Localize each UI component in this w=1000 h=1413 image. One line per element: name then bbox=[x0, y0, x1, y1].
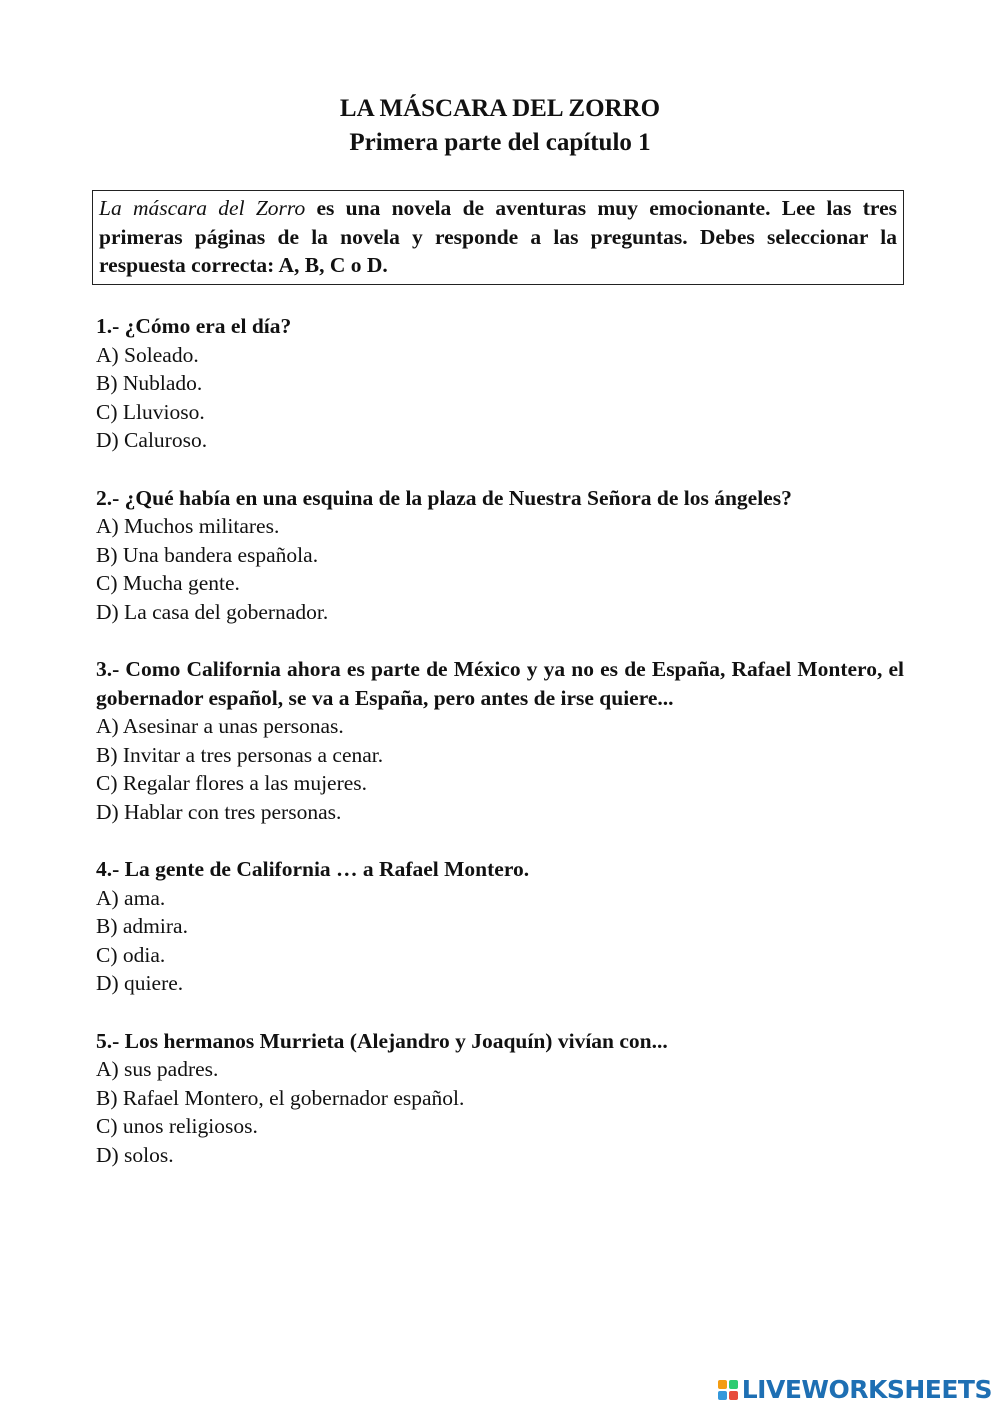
question-text: 3.- Como California ahora es parte de México y ya no es de España, Rafael Montero, el gobernador español, se va a España, pero antes de irse quiere... bbox=[96, 657, 904, 710]
option-d[interactable]: D) Caluroso. bbox=[96, 428, 208, 452]
option-a[interactable]: A) Asesinar a unas personas. bbox=[96, 714, 344, 738]
option-d[interactable]: D) Hablar con tres personas. bbox=[96, 799, 342, 824]
logo-square bbox=[729, 1380, 738, 1389]
option-a[interactable]: A) Muchos militares. bbox=[96, 514, 280, 538]
option-d[interactable]: D) quiere. bbox=[96, 971, 184, 995]
option-d[interactable]: D) La casa del gobernador. bbox=[96, 599, 329, 624]
option-b[interactable]: B) Nublado. bbox=[96, 371, 203, 395]
option-c[interactable]: C) Mucha gente. bbox=[96, 571, 240, 595]
option-c[interactable]: C) Lluvioso. bbox=[96, 399, 205, 424]
option-a[interactable]: A) ama. bbox=[96, 885, 166, 910]
liveworksheets-watermark bbox=[718, 1377, 992, 1403]
question-text: 4.- La gente de California … a Rafael Montero. bbox=[96, 857, 530, 881]
option-c[interactable]: C) odia. bbox=[96, 942, 166, 967]
question-list bbox=[96, 312, 904, 1198]
question-4 bbox=[96, 855, 904, 998]
option-b[interactable]: B) Una bandera española. bbox=[96, 542, 319, 567]
logo-square bbox=[718, 1380, 727, 1389]
liveworksheets-logo-icon bbox=[718, 1380, 738, 1400]
question-text: 2.- ¿Qué había en una esquina de la plaza de Nuestra Señora de los ángeles? bbox=[96, 485, 792, 510]
option-a[interactable]: A) sus padres. bbox=[96, 1057, 219, 1081]
instructions-box bbox=[92, 190, 904, 285]
logo-square bbox=[729, 1391, 738, 1400]
option-a[interactable]: A) Soleado. bbox=[96, 342, 199, 367]
question-2 bbox=[96, 484, 904, 627]
question-5 bbox=[96, 1027, 904, 1170]
logo-square bbox=[718, 1391, 727, 1400]
question-1 bbox=[96, 312, 904, 455]
instructions-text: es una novela de aventuras muy emocionante. Lee las tres primeras páginas de la novela y responde a las preguntas. Debes seleccionar la respuesta correcta: A, B, C o D. bbox=[99, 196, 897, 277]
question-text: 5.- Los hermanos Murrieta (Alejandro y Joaquín) vivían con... bbox=[96, 1028, 668, 1053]
book-title: La máscara del Zorro bbox=[99, 196, 306, 220]
title-main: LA MÁSCARA DEL ZORRO bbox=[339, 95, 661, 122]
question-3 bbox=[96, 655, 904, 826]
question-text: 1.- ¿Cómo era el día? bbox=[96, 314, 292, 338]
title-subtitle: Primera parte del capítulo 1 bbox=[349, 129, 651, 156]
option-b[interactable]: B) Rafael Montero, el gobernador español. bbox=[96, 1085, 465, 1110]
page-title bbox=[0, 92, 1000, 160]
option-c[interactable]: C) unos religiosos. bbox=[96, 1114, 258, 1138]
option-d[interactable]: D) solos. bbox=[96, 1142, 174, 1167]
watermark-text: LIVEWORKSHEETS bbox=[741, 1375, 992, 1404]
option-b[interactable]: B) admira. bbox=[96, 914, 188, 938]
option-c[interactable]: C) Regalar flores a las mujeres. bbox=[96, 771, 368, 795]
option-b[interactable]: B) Invitar a tres personas a cenar. bbox=[96, 742, 384, 767]
